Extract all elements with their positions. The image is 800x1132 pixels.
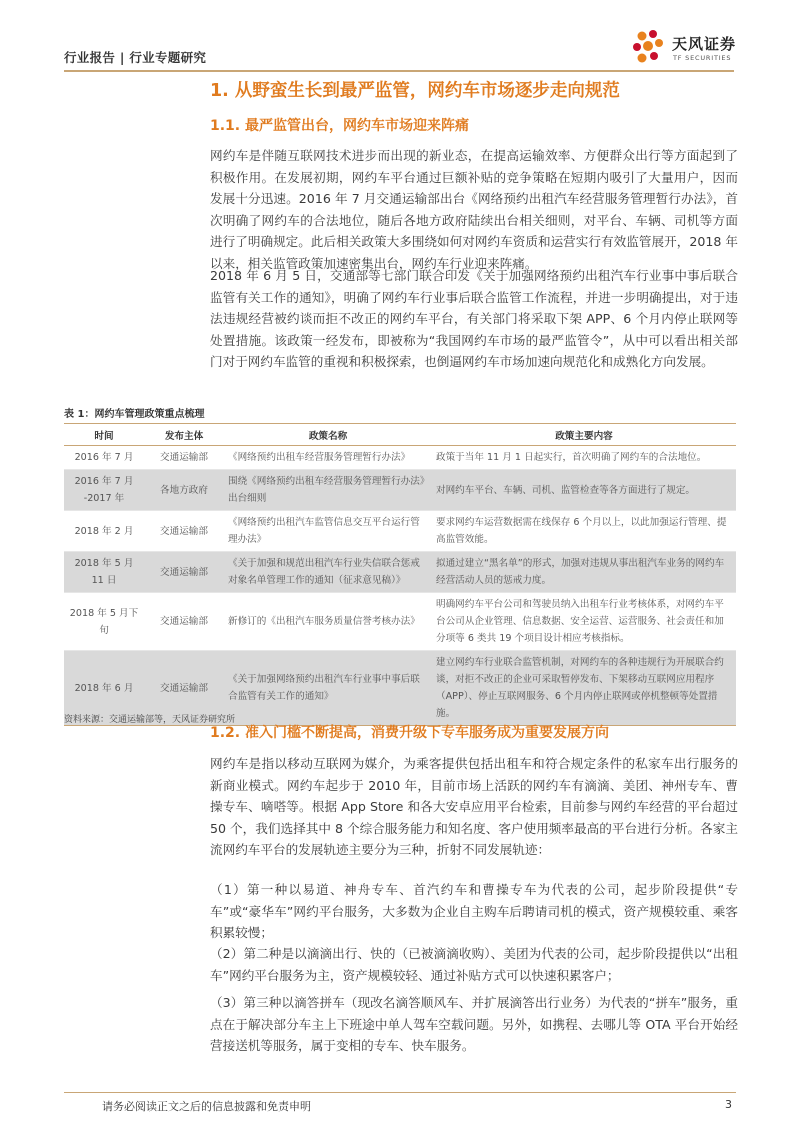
cell-policy-name: 《关于加强和规范出租汽车行业失信联合惩戒对象名单管理工作的通知（征求意见稿）》 [224,552,432,593]
column-header: 政策名称 [224,424,432,446]
subsection-heading-1: 1.1. 最严监管出台，网约车市场迎来阵痛 [210,118,469,134]
cell-issuer: 交通运输部 [144,651,224,726]
table-row [64,446,736,470]
table-row [64,511,736,552]
cell-issuer: 交通运输部 [144,593,224,651]
cell-time: 2016 年 7 月 [64,446,144,470]
section-heading: 1. 从野蛮生长到最严监管，网约车市场逐步走向规范 [210,81,620,101]
cell-issuer: 交通运输部 [144,446,224,470]
page-number: 3 [725,1098,732,1111]
cell-policy-name: 围绕《网络预约出租车经营服务管理暂行办法》出台细则 [224,470,432,511]
report-category: 行业报告 | 行业专题研究 [64,50,207,65]
table-row [64,470,736,511]
cell-policy-content: 政策于当年 11 月 1 日起实行，首次明确了网约车的合法地位。 [432,446,736,470]
table-source-note: 资料来源：交通运输部等，天风证券研究所 [64,715,236,725]
cell-policy-content: 对网约车平台、车辆、司机、监管检查等各方面进行了规定。 [432,470,736,511]
header-divider [64,70,734,72]
subsection-heading-2: 1.2. 准入门槛不断提高，消费升级下专车服务成为重要发展方向 [210,725,609,741]
paragraph: （2）第二种是以滴滴出行、快的（已被滴滴收购）、美团为代表的公司，起步阶段提供以“出租车”网约平台服务为主，资产规模较轻、通过补贴方式可以快速积累客户； [210,946,738,983]
cell-policy-name: 《关于加强网络预约出租汽车行业事中事后联合监管有关工作的通知》 [224,651,432,726]
table-header-row [64,424,736,446]
cell-issuer: 各地方政府 [144,470,224,511]
cell-policy-content: 拟通过建立“黑名单”的形式，加强对违规从事出租汽车业务的网约车经营活动人员的惩戒力度。 [432,552,736,593]
paragraph: 网约车是伴随互联网技术进步而出现的新业态，在提高运输效率、方便群众出行等方面起到了积极作用。在发展初期，网约车平台通过巨额补贴的竞争策略在短期内吸引了大量用户，因而发展十分迅速。2016 年 7 月交通运输部出台《网络预约出租汽车经营服务管理暂行办法》，首次明确了网约车的合法地位，随后各地方政府陆续出台相关细则，对平台、车辆、司机等方面进行了明确规定。此后相关政策大多围绕如何对网约车资质和运营实行有效监管展开，2018 年以来，相关监管政策加速密集出台，网约车行业迎来阵痛。 [210,148,738,271]
column-header: 时间 [64,424,144,446]
cell-policy-content: 明确网约车平台公司和驾驶员纳入出租车行业考核体系，对网约车平台公司从企业管理、信息数据、安全运营、运营服务、社会责任和加分项等 6 类共 19 个项目设计相应考核指标。 [432,593,736,651]
cell-policy-name: 新修订的《出租汽车服务质量信誉考核办法》 [224,593,432,651]
column-header: 发布主体 [144,424,224,446]
cell-issuer: 交通运输部 [144,552,224,593]
table-title: 表 1：网约车管理政策重点梳理 [64,409,205,420]
cell-issuer: 交通运输部 [144,511,224,552]
cell-time: 2018 年 5 月 11 日 [64,552,144,593]
cell-time: 2018 年 5 月下旬 [64,593,144,651]
cell-policy-content: 建立网约车行业联合监管机制，对网约车的各种违规行为开展联合约谈，对拒不改正的企业可采取暂停发布、下架移动互联网应用程序（APP）、停止互联网服务、6 个月内停止联网或停机整顿等处置措施。 [432,651,736,726]
logo-name: 天风证券 [672,35,737,53]
logo-english-name: TF SECURITIES [673,54,732,62]
footer-disclaimer: 请务必阅读正文之后的信息披露和免责申明 [102,1100,311,1113]
footer-divider [64,1092,736,1093]
table-row [64,593,736,651]
cell-policy-content: 要求网约车运营数据需在线保存 6 个月以上，以此加强运行管理、提高监管效能。 [432,511,736,552]
paragraph: 2018 年 6 月 5 日，交通部等七部门联合印发《关于加强网络预约出租汽车行业事中事后联合监管有关工作的通知》，明确了网约车行业事后联合监管工作流程，并进一步明确提出，对于违法违规经营被约谈而拒不改正的网约车平台，有关部门将采取下架 APP、6 个月内停止联网等处置措施。该政策一经发布，即被称为“我国网约车市场的最严监管令”，从中可以看出相关部门对于网约车监管的重视和积极探索，也倒逼网约车市场加速向规范化和成熟化方向发展。 [210,268,738,369]
cell-time: 2016 年 7 月 -2017 年 [64,470,144,511]
cell-time: 2018 年 2 月 [64,511,144,552]
paragraph: （3）第三种以滴答拼车（现改名滴答顺风车、并扩展滴答出行业务）为代表的“拼车”服务，重点在于解决部分车主上下班途中单人驾车空载问题。另外，如携程、去哪儿等 OTA 平台开始经营接送机等服务，属于变相的专车、快车服务。 [210,995,738,1053]
policy-table [64,423,736,726]
paragraph: （1）第一种以易道、神舟专车、首汽约车和曹操专车为代表的公司，起步阶段提供“专车”或“豪华车”网约平台服务，大多数为企业自主购车后聘请司机的模式，资产规模较重、乘客积累较慢； [210,882,738,940]
cell-time: 2018 年 6 月 [64,651,144,726]
cell-policy-name: 《网络预约出租车经营服务管理暂行办法》 [224,446,432,470]
cell-policy-name: 《网络预约出租汽车监管信息交互平台运行管理办法》 [224,511,432,552]
column-header: 政策主要内容 [432,424,736,446]
paragraph: 网约车是指以移动互联网为媒介，为乘客提供包括出租车和符合规定条件的私家车出行服务的新商业模式。网约车起步于 2010 年，目前市场上活跃的网约车有滴滴、美团、神州专车、曹操专车、嘀嗒等。根据 App Store 和各大安卓应用平台检索，目前参与网约车经营的平台超过 50 个，我们选择其中 8 个综合服务能力和知名度、客户使用频率最高的平台进行分析。各家主流网约车平台的发展轨迹主要分为三种，折射不同发展轨迹： [210,756,738,857]
table-row [64,552,736,593]
